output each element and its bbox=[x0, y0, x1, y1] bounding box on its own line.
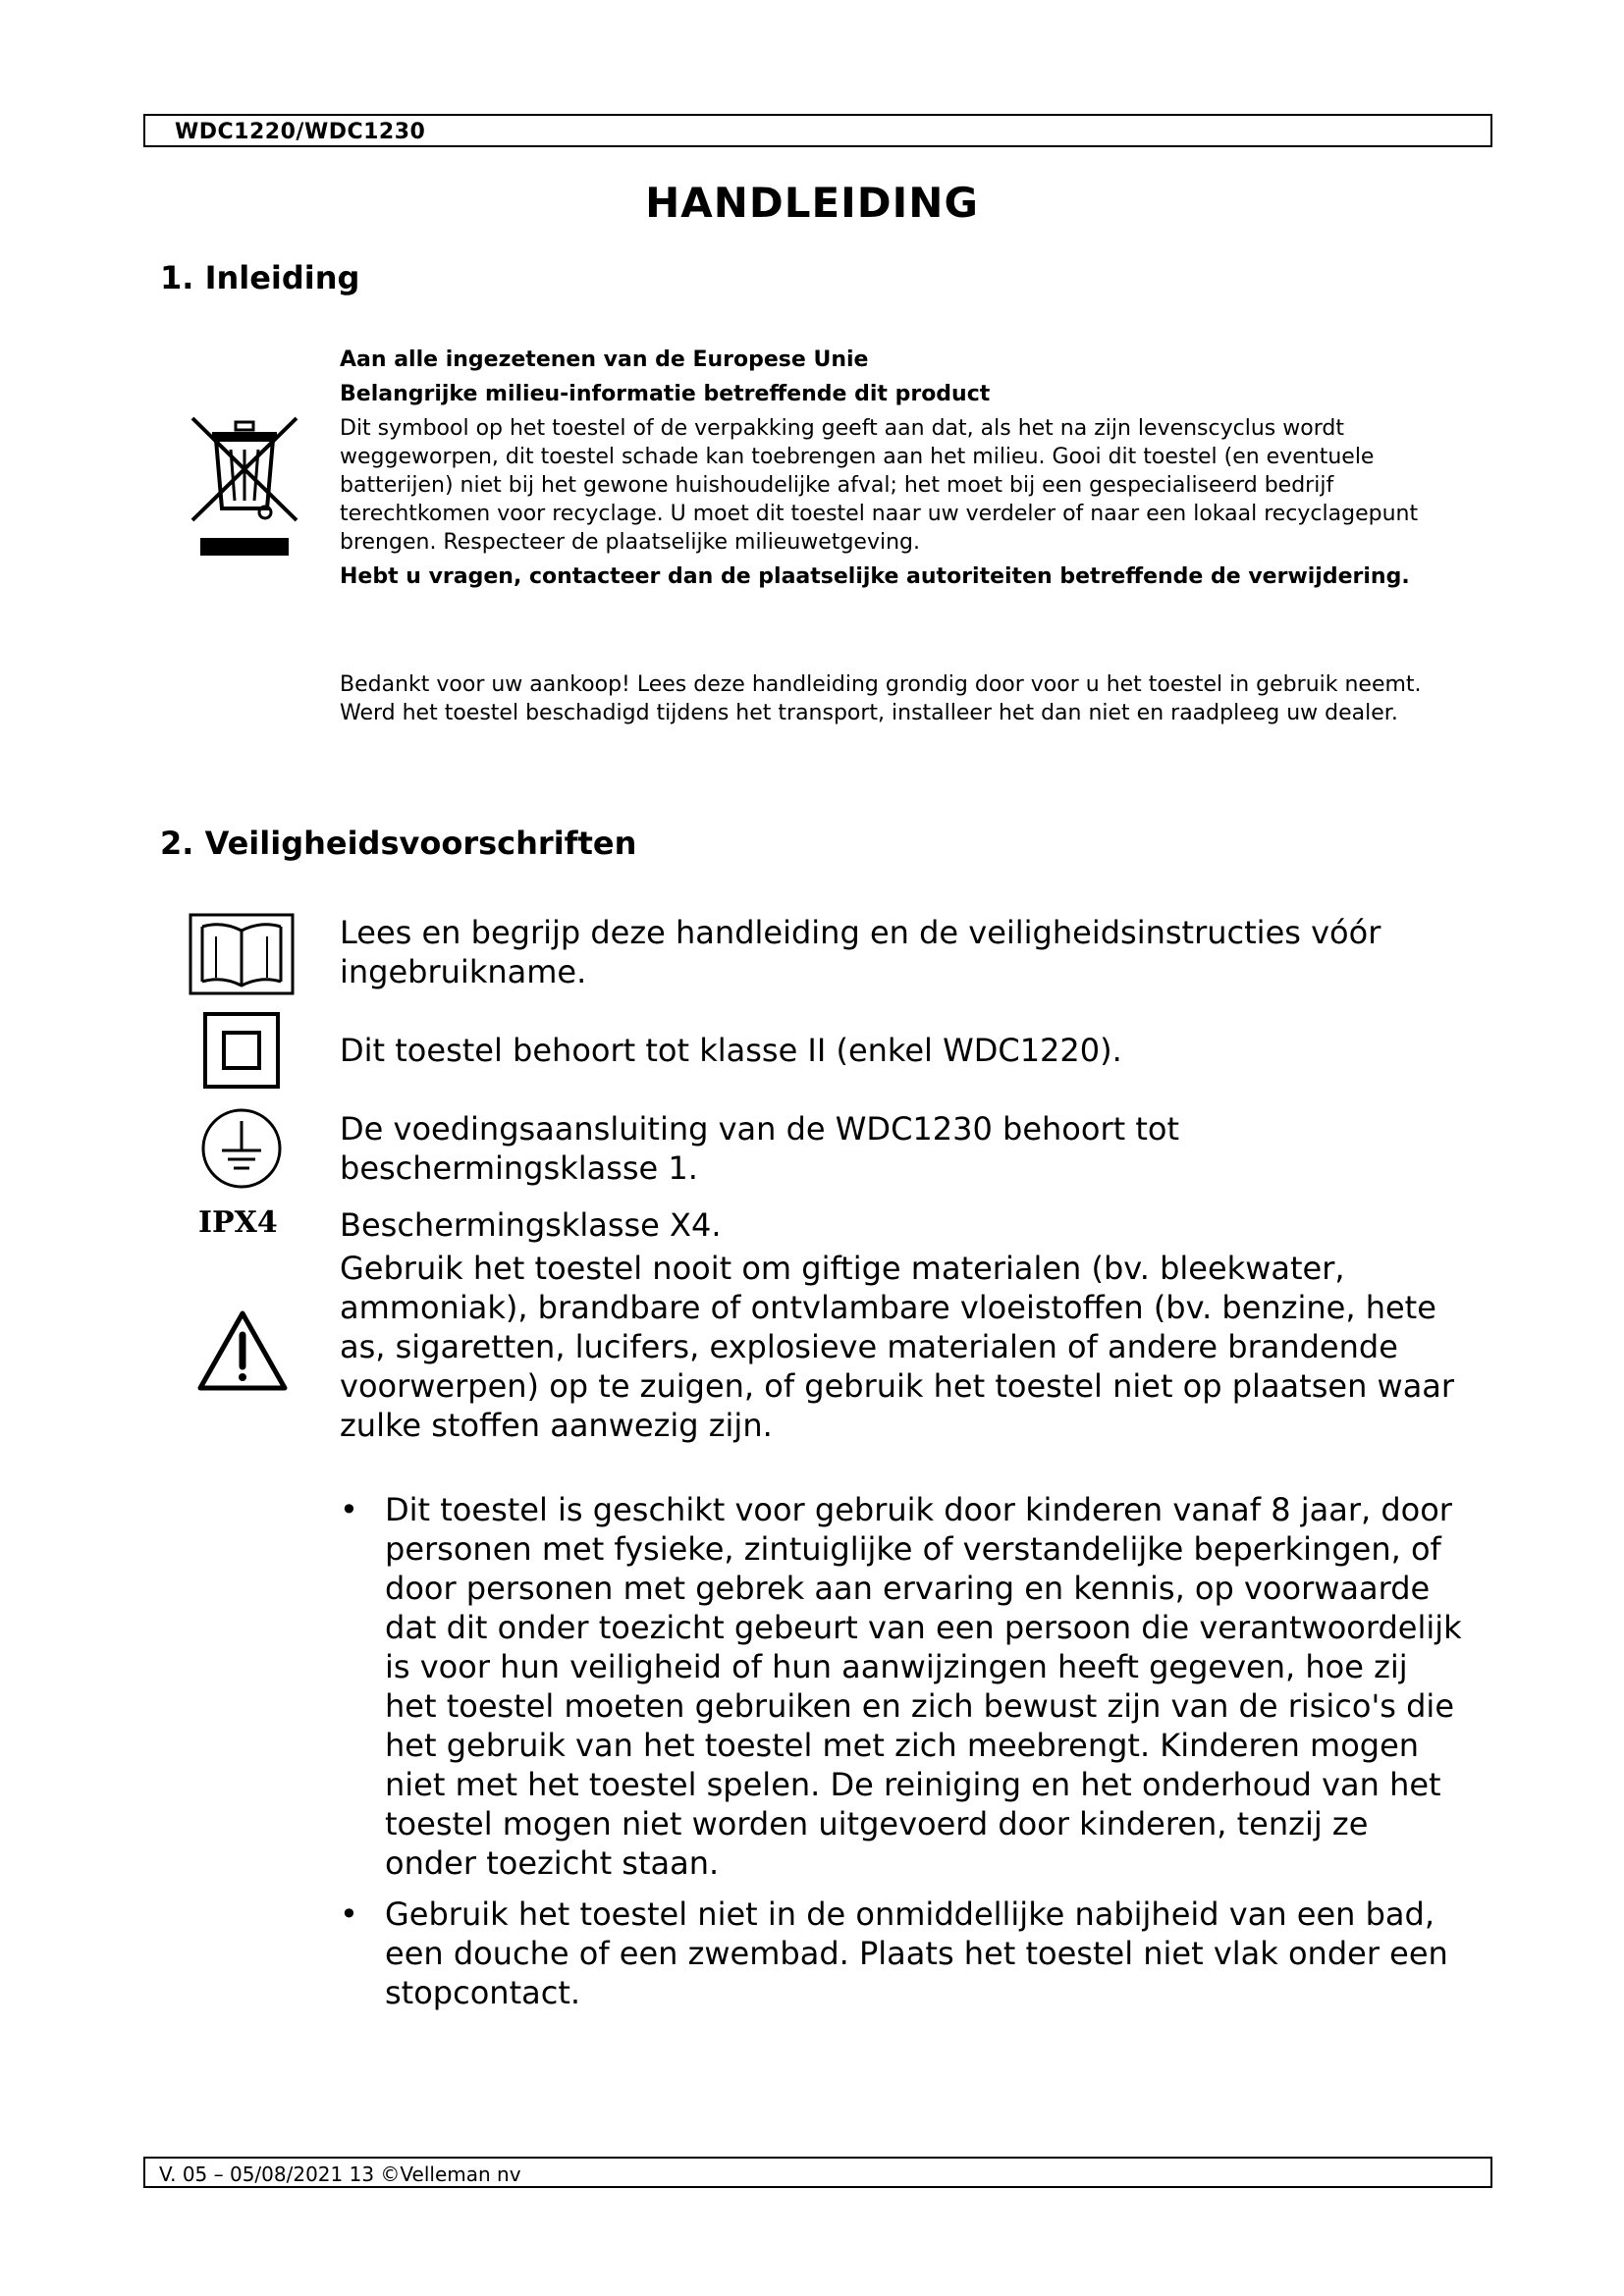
environment-text: Dit symbool op het toestel of de verpakking geeft aan dat, als het na zijn levenscyclus wordt weggeworpen, dit toestel schade kan toebrengen aan het milieu. Gooi dit toestel (en eventuele batterijen) niet bij het gewone huishoudelijke afval; het moet bij een gespecialiseerd bedrijf terechtkomen voor recyclage. U moet dit toestel naar uw verdeler of naar een lokaal recyclagepunt brengen. Respecteer de plaatselijke milieuwetgeving. bbox=[340, 416, 1419, 555]
bullet-dot: • bbox=[340, 1896, 358, 1933]
warning-triangle-icon bbox=[196, 1309, 289, 1396]
safety-text-class-ii: Dit toestel behoort tot klasse II (enkel WDC1220). bbox=[340, 1032, 1122, 1069]
safety-text-ipx4: Beschermingsklasse X4. bbox=[340, 1206, 722, 1244]
safety-text-hazardous-materials: Gebruik het toestel nooit om giftige materialen (bv. bleekwater, ammoniak), brandbare of ontvlambare vloeistoffen (bv. benzine, hete as, sigaretten, lucifers, explosieve materialen of andere brandende voorwerpen) op te zuigen, of gebruik het toestel niet op plaatsen waar zulke stoffen aanwezig zijn. bbox=[340, 1250, 1455, 1444]
environment-heading: Belangrijke milieu-informatie betreffende dit product bbox=[340, 382, 991, 406]
eu-heading: Aan alle ingezetenen van de Europese Unie bbox=[340, 347, 869, 372]
bullet-dot: • bbox=[340, 1491, 358, 1528]
open-book-icon bbox=[189, 913, 295, 999]
page-footer bbox=[143, 2157, 1492, 2188]
model-number: WDC1220/WDC1230 bbox=[175, 120, 426, 144]
section-1-heading: 1. Inleiding bbox=[160, 259, 360, 296]
footer-text: V. 05 – 05/08/2021 13 ©Velleman nv bbox=[159, 2163, 521, 2186]
list-item bbox=[340, 1490, 1469, 1883]
ipx4-label: IPX4 bbox=[198, 1205, 278, 1240]
questions-text: Hebt u vragen, contacteer dan de plaatselijke autoriteiten betreffende de verwijdering. bbox=[340, 564, 1410, 589]
weee-notice bbox=[340, 346, 1469, 591]
safety-bullets bbox=[340, 1490, 1469, 2024]
page-header bbox=[143, 114, 1492, 147]
weee-icon bbox=[187, 410, 302, 561]
bullet-text: Gebruik het toestel niet in de onmiddellijke nabijheid van een bad, een douche of een zwembad. Plaats het toestel niet vlak onder een stopcontact. bbox=[385, 1896, 1448, 2011]
section-2-heading: 2. Veiligheidsvoorschriften bbox=[160, 825, 637, 862]
thanks-text: Bedankt voor uw aankoop! Lees deze handleiding grondig door voor u het toestel in gebruik neemt. Werd het toestel beschadigd tijdens het transport, installeer het dan niet en raadpleeg uw dealer. bbox=[340, 672, 1422, 725]
bullet-text: Dit toestel is geschikt voor gebruik door kinderen vanaf 8 jaar, door personen met fysieke, zintuiglijke of verstandelijke beperkingen, of door personen met gebrek aan ervaring en kennis, op voorwaarde dat dit onder toezicht gebeurt van een persoon die verantwoordelijk is voor hun veiligheid of hun aanwijzingen heeft gegeven, hoe zij het toestel moeten gebruiken en zich bewust zijn van de risico's die het gebruik van het toestel met zich meebrengt. Kinderen mogen niet met het toestel spelen. De reiniging en het onderhoud van het toestel mogen niet worden uitgevoerd door kinderen, tenzij ze onder toezicht staan. bbox=[385, 1491, 1462, 1882]
safety-text-manual: Lees en begrijp deze handleiding en de veiligheidsinstructies vóór ingebruikname. bbox=[340, 914, 1381, 990]
safety-text-protection-class: De voedingsaansluiting van de WDC1230 behoort tot beschermingsklasse 1. bbox=[340, 1110, 1179, 1187]
class-ii-double-square-icon bbox=[202, 1011, 281, 1094]
protective-earth-icon bbox=[200, 1107, 283, 1194]
list-item bbox=[340, 1895, 1469, 2012]
document-title: HANDLEIDING bbox=[645, 179, 979, 227]
